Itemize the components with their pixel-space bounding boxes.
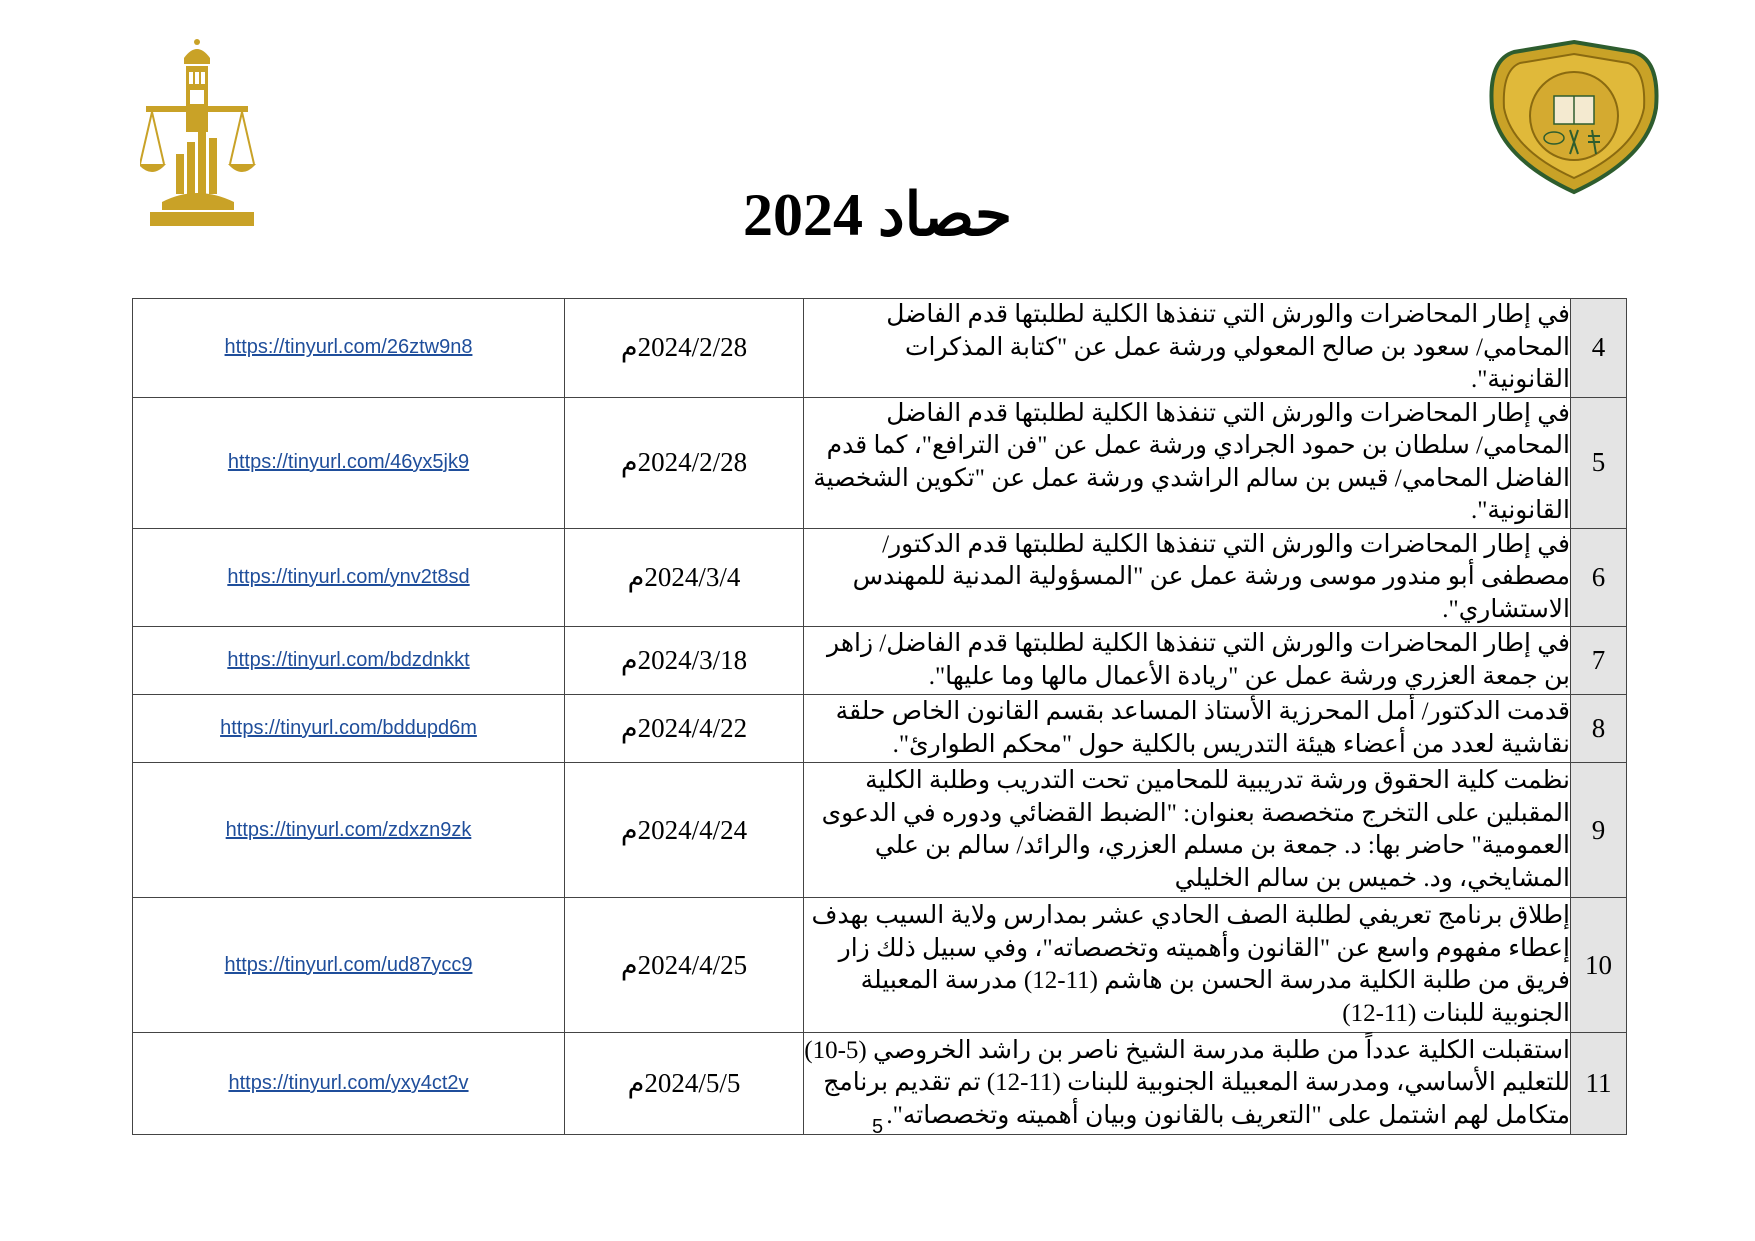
row-link[interactable]: https://tinyurl.com/46yx5jk9 [227,451,470,473]
row-link[interactable]: https://tinyurl.com/bddupd6m [220,717,477,739]
row-link[interactable]: https://tinyurl.com/26ztw9n8 [224,336,473,359]
row-link-cell [133,898,565,1033]
row-link[interactable]: https://tinyurl.com/zdxzn9zk [225,818,472,841]
row-date: 2024/5/5م [565,1033,804,1135]
row-date: 2024/2/28م [565,299,804,398]
table-row [133,528,1627,627]
university-seal-icon [1484,38,1664,196]
row-date: 2024/2/28م [565,397,804,528]
row-number: 7 [1571,627,1627,695]
table-row [133,763,1627,898]
row-number: 9 [1571,763,1627,898]
table-row [133,627,1627,695]
row-number: 6 [1571,528,1627,627]
row-description: في إطار المحاضرات والورش التي تنفذها الكلية لطلبتها قدم الفاضل المحامي/ سعود بن صالح المعولي ورشة عمل عن "كتابة المذكرات القانونية". [804,299,1571,398]
row-date: 2024/3/4م [565,528,804,627]
table-row [133,397,1627,528]
row-description: نظمت كلية الحقوق ورشة تدريبية للمحامين تحت التدريب وطلبة الكلية المقبلين على التخرج متخصصة بعنوان: "الضبط القضائي ودوره في الدعوى العمومية" حاضر بها: د. جمعة بن مسلم العزري، والرائد/ سالم بن علي المشايخي، ود. خميس بن سالم الخليلي [804,763,1571,898]
page-number: 5 [871,1116,884,1138]
row-link-cell [133,695,565,763]
page-title: حصاد 2024 [742,182,1013,248]
row-description: في إطار المحاضرات والورش التي تنفذها الكلية لطلبتها قدم الدكتور/ مصطفى أبو مندور موسى ورشة عمل عن "المسؤولية المدنية للمهندس الاستشاري". [804,528,1571,627]
row-number: 11 [1571,1033,1627,1135]
row-description: في إطار المحاضرات والورش التي تنفذها الكلية لطلبتها قدم الفاضل المحامي/ سلطان بن حمود الجرادي ورشة عمل عن "فن الترافع"، كما قدم الفاضل المحامي/ قيس بن سالم الراشدي ورشة عمل عن "تكوين الشخصية القانونية". [804,397,1571,528]
row-description: إطلاق برنامج تعريفي لطلبة الصف الحادي عشر بمدارس ولاية السيب بهدف إعطاء مفهوم واسع عن "القانون وأهميته وتخصصاته"، وفي سبيل ذلك زار فريق من طلبة الكلية مدرسة الحسن بن هاشم (11-12) مدرسة المعبيلة الجنوبية للبنات (11-12) [804,898,1571,1033]
harvest-table [132,298,1627,1135]
row-link-cell [133,299,565,398]
row-description: استقبلت الكلية عدداً من طلبة مدرسة الشيخ ناصر بن راشد الخروصي (5-10) للتعليم الأساسي، ومدرسة المعبيلة الجنوبية للبنات (11-12) تم تقديم برنامج متكامل لهم اشتمل على "التعريف بالقانون وبيان أهميته وتخصصاته". [804,1033,1571,1135]
row-date: 2024/3/18م [565,627,804,695]
row-number: 4 [1571,299,1627,398]
row-date: 2024/4/25م [565,898,804,1033]
university-seal-logo [1484,38,1664,196]
row-link-cell [133,397,565,528]
row-link[interactable]: https://tinyurl.com/bdzdnkkt [227,649,470,671]
row-link-cell [133,763,565,898]
row-link[interactable]: https://tinyurl.com/yxy4ct2v [228,1072,469,1094]
row-number: 8 [1571,695,1627,763]
row-description: في إطار المحاضرات والورش التي تنفذها الكلية لطلبتها قدم الفاضل/ زاهر بن جمعة العزري ورشة عمل عن "ريادة الأعمال مالها وما عليها". [804,627,1571,695]
row-date: 2024/4/22م [565,695,804,763]
row-number: 5 [1571,397,1627,528]
row-number: 10 [1571,898,1627,1033]
row-link[interactable]: https://tinyurl.com/ud87ycc9 [224,953,473,976]
row-link-cell [133,627,565,695]
row-description: قدمت الدكتور/ أمل المحرزية الأستاذ المساعد بقسم القانون الخاص حلقة نقاشية لعدد من أعضاء هيئة التدريس بالكلية حول "محكم الطوارئ". [804,695,1571,763]
table-row [133,898,1627,1033]
table-row [133,695,1627,763]
row-link[interactable]: https://tinyurl.com/ynv2t8sd [227,565,470,588]
row-link-cell [133,528,565,627]
row-date: 2024/4/24م [565,763,804,898]
table-row [133,299,1627,398]
